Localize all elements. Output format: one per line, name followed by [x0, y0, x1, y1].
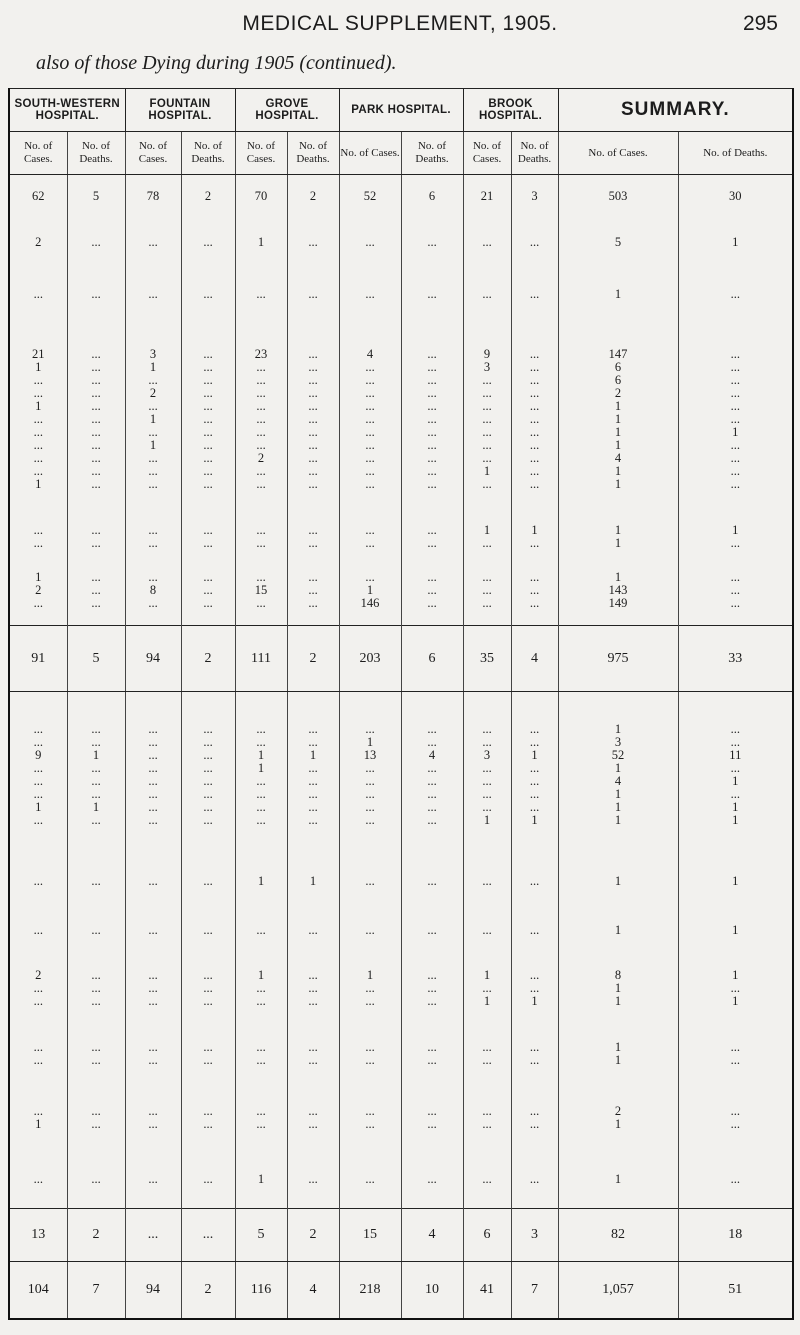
deaths-cell: 3	[511, 1208, 558, 1261]
cases-cell: ...	[125, 1208, 181, 1261]
cases-cell: 1	[558, 1151, 678, 1208]
deaths-cell: ... ... 1	[511, 954, 558, 1022]
cases-cell: 62	[9, 175, 67, 219]
deaths-cell: ...	[287, 267, 339, 322]
deaths-cell: 2	[287, 1208, 339, 1261]
deaths-cell: 1	[678, 219, 793, 268]
deaths-cell: ... ...	[511, 1085, 558, 1151]
deaths-cell: 2	[181, 175, 235, 219]
deaths-cell: ... ... ...	[287, 954, 339, 1022]
column-header: No. of Deaths.	[67, 132, 125, 175]
cases-cell: ... ... ...	[463, 557, 511, 625]
deaths-cell: ...	[401, 267, 463, 322]
deaths-cell: ... ... ... ... ... ... ... ... ... ... ...	[511, 323, 558, 517]
cases-cell: 1	[235, 219, 287, 268]
total-row	[9, 1208, 793, 1261]
table-row	[9, 267, 793, 322]
cases-cell: 2 ... ...	[9, 954, 67, 1022]
deaths-cell: ... ... 11 ... 1 ... 1 1	[678, 691, 793, 857]
column-header: No. of Deaths.	[511, 132, 558, 175]
deaths-cell: ...	[67, 906, 125, 955]
deaths-cell: 2	[181, 625, 235, 691]
deaths-cell: ... ...	[181, 517, 235, 557]
cases-cell: 41	[463, 1261, 511, 1319]
cases-cell: 1 ... ...	[339, 954, 401, 1022]
cases-cell: ...	[125, 906, 181, 955]
cases-cell: 82	[558, 1208, 678, 1261]
deaths-cell: ...	[67, 857, 125, 906]
cases-cell: 1 143 149	[558, 557, 678, 625]
cases-cell: ...	[339, 906, 401, 955]
deaths-cell: ...	[181, 906, 235, 955]
cases-cell: 94	[125, 625, 181, 691]
cases-cell: ... ... ...	[125, 954, 181, 1022]
deaths-cell: ...	[401, 1151, 463, 1208]
deaths-cell: 4	[511, 625, 558, 691]
deaths-cell: ...	[287, 906, 339, 955]
table-row	[9, 219, 793, 268]
cases-cell: 203	[339, 625, 401, 691]
deaths-cell: ... ... ...	[287, 557, 339, 625]
deaths-cell: ...	[511, 1151, 558, 1208]
deaths-cell: ... ... ...	[401, 557, 463, 625]
cases-cell: 104	[9, 1261, 67, 1319]
cases-cell: ...	[463, 1151, 511, 1208]
cases-cell: 5	[235, 1208, 287, 1261]
cases-cell: ...	[339, 1151, 401, 1208]
table-row	[9, 857, 793, 906]
cases-cell: ...	[125, 267, 181, 322]
deaths-cell: ...	[181, 1151, 235, 1208]
deaths-cell: 6	[401, 625, 463, 691]
deaths-cell: ... ... ...	[678, 557, 793, 625]
cases-cell: 1 ...	[463, 517, 511, 557]
deaths-cell: ... ...	[67, 1023, 125, 1085]
cases-cell: ...	[463, 857, 511, 906]
deaths-cell: ...	[287, 219, 339, 268]
column-header: No. of Cases.	[235, 132, 287, 175]
cases-cell: 1	[235, 857, 287, 906]
cases-cell: 1 2 ...	[9, 557, 67, 625]
deaths-cell: ... ... ...	[181, 557, 235, 625]
cases-cell: 975	[558, 625, 678, 691]
cases-cell: 35	[463, 625, 511, 691]
cases-cell: ...	[125, 219, 181, 268]
table-row	[9, 691, 793, 857]
deaths-cell: 4	[287, 1261, 339, 1319]
page-subtitle: also of those Dying during 1905 (continued).	[36, 52, 397, 74]
cases-cell: ... ...	[339, 1023, 401, 1085]
cases-cell: ... ...	[125, 1023, 181, 1085]
cases-cell: ...	[9, 906, 67, 955]
deaths-cell: ... ...	[678, 1085, 793, 1151]
cases-cell: 13	[9, 1208, 67, 1261]
deaths-cell: 2	[181, 1261, 235, 1319]
cases-cell: 9 3 ... ... ... ... ... ... ... 1 ...	[463, 323, 511, 517]
cases-cell: 111	[235, 625, 287, 691]
column-header: No. of Cases.	[463, 132, 511, 175]
deaths-cell: ... ... ... ... ... ... ... ... ... ... ...	[181, 323, 235, 517]
deaths-cell: ... ...	[181, 1085, 235, 1151]
deaths-cell: ... ... ...	[181, 954, 235, 1022]
deaths-cell: ... ... ... ... ... ... ... ... ... ... ...	[401, 323, 463, 517]
cases-cell: ... ...	[339, 1085, 401, 1151]
table-row	[9, 323, 793, 517]
cases-cell: 1 3 52 1 4 1 1 1	[558, 691, 678, 857]
cases-cell: ... ...	[9, 517, 67, 557]
cases-cell: 1 1	[558, 1023, 678, 1085]
deaths-cell: 1	[287, 857, 339, 906]
deaths-cell: 30	[678, 175, 793, 219]
cases-cell: ...	[9, 857, 67, 906]
deaths-cell: ... ...	[287, 1085, 339, 1151]
deaths-cell: ...	[181, 1208, 235, 1261]
cases-cell: 1	[558, 906, 678, 955]
cases-cell: 8 1 1	[558, 954, 678, 1022]
deaths-cell: ...	[401, 219, 463, 268]
deaths-cell: ... ...	[67, 517, 125, 557]
cases-cell: ... ...	[125, 1085, 181, 1151]
group-header: SOUTH-WESTERN HOSPITAL.	[9, 89, 125, 132]
cases-cell: ...	[339, 267, 401, 322]
cases-cell: ...	[463, 267, 511, 322]
deaths-cell: ... ...	[287, 1023, 339, 1085]
cases-cell: ...	[235, 906, 287, 955]
deaths-cell: 51	[678, 1261, 793, 1319]
deaths-cell: ... ...	[511, 1023, 558, 1085]
column-header: No. of Cases.	[9, 132, 67, 175]
deaths-cell: ... ... ...	[67, 954, 125, 1022]
deaths-cell: 1 ...	[678, 517, 793, 557]
deaths-cell: ... ... ... ... ... ... ... ...	[181, 691, 235, 857]
cases-cell: 1,057	[558, 1261, 678, 1319]
deaths-cell: 18	[678, 1208, 793, 1261]
cases-cell: 1 1	[558, 517, 678, 557]
deaths-cell: ... ...	[401, 1085, 463, 1151]
cases-cell: ... ... 3 ... ... ... ... 1	[463, 691, 511, 857]
deaths-cell: 1	[678, 857, 793, 906]
deaths-cell: ... ...	[67, 1085, 125, 1151]
total-row	[9, 625, 793, 691]
group-header: FOUNTAIN HOSPITAL.	[125, 89, 235, 132]
cases-cell: ...	[125, 1151, 181, 1208]
deaths-cell: 1	[678, 906, 793, 955]
cases-cell: 21	[463, 175, 511, 219]
deaths-cell: 33	[678, 625, 793, 691]
deaths-cell: ... ...	[678, 1023, 793, 1085]
cases-cell: ...	[463, 219, 511, 268]
cases-cell: 6	[463, 1208, 511, 1261]
deaths-cell: ... ... 1 ... ... ... 1 ...	[67, 691, 125, 857]
deaths-cell: ...	[67, 267, 125, 322]
deaths-cell: 2	[67, 1208, 125, 1261]
total-row	[9, 1261, 793, 1319]
cases-cell: ...	[339, 857, 401, 906]
cases-cell: ... 1 13 ... ... ... ... ...	[339, 691, 401, 857]
deaths-cell: ... ...	[401, 1023, 463, 1085]
cases-cell: 116	[235, 1261, 287, 1319]
cases-cell: ... ... 1 1 ... ... ... ...	[235, 691, 287, 857]
group-header: BROOK HOSPITAL.	[463, 89, 558, 132]
cases-cell: ... ...	[235, 517, 287, 557]
cases-cell: 94	[125, 1261, 181, 1319]
cases-cell: 1	[558, 267, 678, 322]
table-row	[9, 175, 793, 219]
deaths-cell: ...	[181, 219, 235, 268]
deaths-cell: ... ... ...	[511, 557, 558, 625]
deaths-cell: ...	[511, 267, 558, 322]
cases-cell: ... ...	[125, 517, 181, 557]
deaths-cell: ... ... ... ... ... ... ... ... ... ... ...	[287, 323, 339, 517]
page-header: MEDICAL SUPPLEMENT, 1905.	[242, 12, 558, 35]
cases-cell: 70	[235, 175, 287, 219]
page-number: 295	[742, 12, 778, 35]
deaths-cell: 1 ... 1	[678, 954, 793, 1022]
deaths-cell: ...	[678, 1151, 793, 1208]
deaths-cell: 10	[401, 1261, 463, 1319]
deaths-cell: ... ... 1 ... ... ... ... 1	[511, 691, 558, 857]
column-header: No. of Deaths.	[401, 132, 463, 175]
deaths-cell: ... ... 4 ... ... ... ... ...	[401, 691, 463, 857]
table-row	[9, 1023, 793, 1085]
deaths-cell: 5	[67, 625, 125, 691]
cases-cell: 1 ... ...	[235, 954, 287, 1022]
cases-cell: ... ...	[235, 1023, 287, 1085]
deaths-cell: 2	[287, 625, 339, 691]
cases-cell: ...	[9, 1151, 67, 1208]
deaths-cell: ... ...	[287, 517, 339, 557]
cases-cell: 1	[558, 857, 678, 906]
cases-cell: ... 1	[9, 1085, 67, 1151]
cases-cell: 78	[125, 175, 181, 219]
cases-cell: ... ...	[463, 1023, 511, 1085]
cases-cell: ... ...	[463, 1085, 511, 1151]
cases-cell: ... ...	[235, 1085, 287, 1151]
cases-cell: 147 6 6 2 1 1 1 1 4 1 1	[558, 323, 678, 517]
deaths-cell: 4	[401, 1208, 463, 1261]
summary-header: SUMMARY.	[558, 89, 793, 132]
cases-cell: 1 ... 1	[463, 954, 511, 1022]
column-header: No. of Cases.	[125, 132, 181, 175]
cases-cell: 52	[339, 175, 401, 219]
deaths-cell: ...	[511, 906, 558, 955]
column-header: No. of Cases.	[339, 132, 401, 175]
cases-cell: 2 1	[558, 1085, 678, 1151]
deaths-cell: ...	[401, 857, 463, 906]
cases-cell: 15	[339, 1208, 401, 1261]
table-row	[9, 517, 793, 557]
cases-cell: 23 ... ... ... ... ... ... ... 2 ... ...	[235, 323, 287, 517]
cases-cell: ... ...	[339, 517, 401, 557]
deaths-cell: 2	[287, 175, 339, 219]
cases-cell: ... 1 146	[339, 557, 401, 625]
cases-cell: ...	[9, 267, 67, 322]
cases-cell: ... ... ... ... ... ... ... ...	[125, 691, 181, 857]
deaths-cell: 6	[401, 175, 463, 219]
deaths-cell: 7	[67, 1261, 125, 1319]
cases-cell: ... ... 9 ... ... ... 1 ...	[9, 691, 67, 857]
deaths-cell: 1 ...	[511, 517, 558, 557]
deaths-cell: ...	[678, 267, 793, 322]
deaths-cell: ...	[181, 857, 235, 906]
table-row	[9, 1085, 793, 1151]
cases-cell: ...	[235, 267, 287, 322]
table-row	[9, 906, 793, 955]
cases-cell: 503	[558, 175, 678, 219]
cases-cell: ... ...	[9, 1023, 67, 1085]
hospital-table	[8, 88, 794, 1320]
column-header: No. of Cases.	[558, 132, 678, 175]
cases-cell: 91	[9, 625, 67, 691]
cases-cell: ...	[463, 906, 511, 955]
group-header: GROVE HOSPITAL.	[235, 89, 339, 132]
deaths-cell: ... ... 1 ... ... ... ... ...	[287, 691, 339, 857]
deaths-cell: ...	[511, 857, 558, 906]
table-row	[9, 557, 793, 625]
deaths-cell: ...	[181, 267, 235, 322]
deaths-cell: ...	[511, 219, 558, 268]
cases-cell: 4 ... ... ... ... ... ... ... ... ... ...	[339, 323, 401, 517]
table-row	[9, 1151, 793, 1208]
deaths-cell: ... ...	[401, 517, 463, 557]
cases-cell: 3 1 ... 2 ... 1 ... 1 ... ... ...	[125, 323, 181, 517]
cases-cell: ... 15 ...	[235, 557, 287, 625]
deaths-cell: ...	[67, 219, 125, 268]
group-header: PARK HOSPITAL.	[339, 89, 463, 132]
deaths-cell: ... ... ... ... ... ... 1 ... ... ... ...	[678, 323, 793, 517]
cases-cell: 21 1 ... ... 1 ... ... ... ... ... 1	[9, 323, 67, 517]
cases-cell: 218	[339, 1261, 401, 1319]
deaths-cell: ... ...	[181, 1023, 235, 1085]
deaths-cell: 5	[67, 175, 125, 219]
cases-cell: ...	[125, 857, 181, 906]
column-header: No. of Deaths.	[678, 132, 793, 175]
deaths-cell: ... ... ... ... ... ... ... ... ... ... ...	[67, 323, 125, 517]
cases-cell: ...	[339, 219, 401, 268]
cases-cell: 2	[9, 219, 67, 268]
cases-cell: 5	[558, 219, 678, 268]
deaths-cell: ... ... ...	[401, 954, 463, 1022]
column-header: No. of Deaths.	[181, 132, 235, 175]
table-row	[9, 954, 793, 1022]
deaths-cell: ...	[401, 906, 463, 955]
cases-cell: ... 8 ...	[125, 557, 181, 625]
deaths-cell: ...	[67, 1151, 125, 1208]
deaths-cell: 3	[511, 175, 558, 219]
deaths-cell: ... ... ...	[67, 557, 125, 625]
deaths-cell: 7	[511, 1261, 558, 1319]
deaths-cell: ...	[287, 1151, 339, 1208]
cases-cell: 1	[235, 1151, 287, 1208]
column-header: No. of Deaths.	[287, 132, 339, 175]
